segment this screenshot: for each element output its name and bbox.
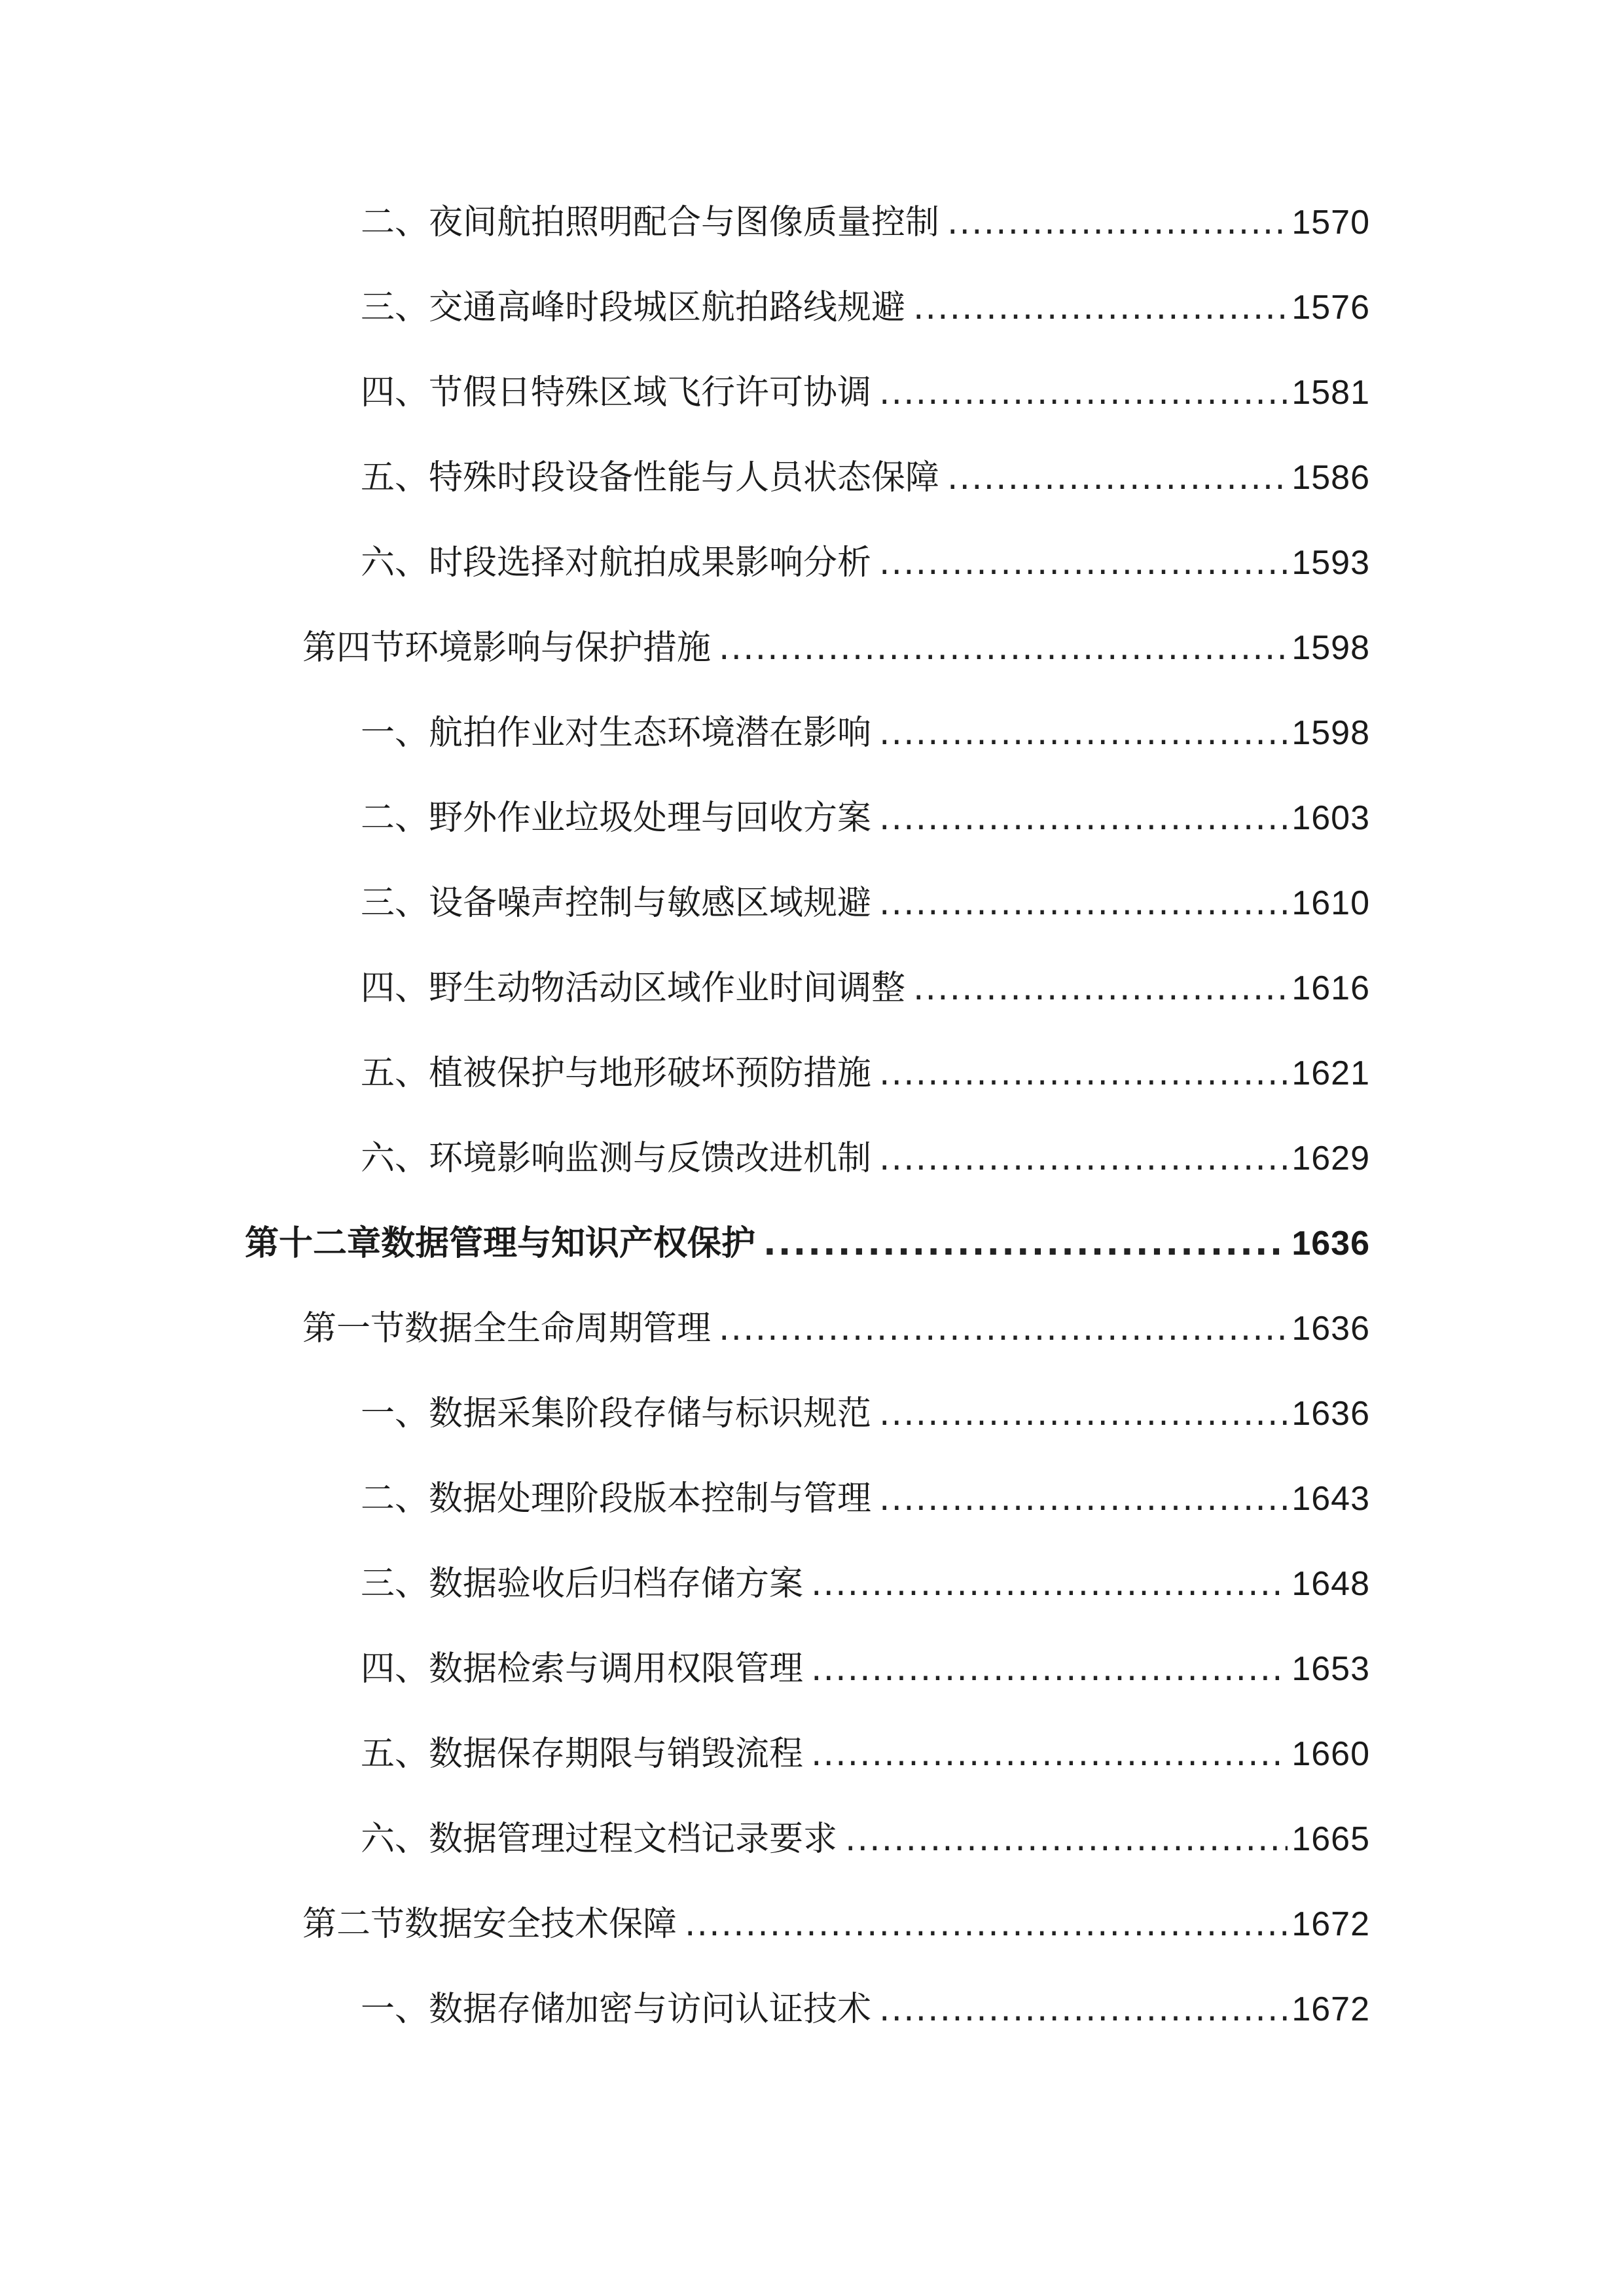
toc-page-number: 1616 [1291, 969, 1370, 1007]
toc-page-number: 1576 [1291, 289, 1370, 327]
toc-entry-title: 五、数据保存期限与销毁流程 [361, 1734, 804, 1774]
toc-entry-title: 四、野生动物活动区域作业时间调整 [361, 969, 906, 1008]
toc-page-number: 1665 [1291, 1820, 1370, 1858]
toc-entry[interactable] [0, 691, 1624, 776]
toc-page-number: 1636 [1291, 1310, 1370, 1348]
toc-page-number: 1660 [1291, 1735, 1370, 1773]
toc-dot-leader [879, 1967, 1288, 2052]
toc-entry-title: 一、数据采集阶段存储与标识规范 [361, 1394, 872, 1433]
toc-dot-leader [719, 605, 1288, 691]
toc-page-number: 1603 [1291, 799, 1370, 837]
toc-dot-leader [879, 1031, 1288, 1116]
toc-entry-title: 三、数据验收后归档存储方案 [361, 1564, 804, 1604]
toc-page-number: 1672 [1291, 1905, 1370, 1943]
toc-page-number: 1648 [1291, 1565, 1370, 1603]
toc-page-number: 1629 [1291, 1139, 1370, 1177]
toc-page-number: 1586 [1291, 459, 1370, 497]
toc-dot-leader [879, 691, 1288, 776]
toc-entry[interactable] [0, 435, 1624, 520]
toc-entry-title: 二、夜间航拍照明配合与图像质量控制 [361, 203, 940, 242]
toc-entry[interactable] [0, 776, 1624, 861]
toc-page-number: 1621 [1291, 1054, 1370, 1092]
toc-section-entry[interactable] [0, 1882, 1624, 1967]
toc-entry[interactable] [0, 1031, 1624, 1116]
toc-entry-title: 五、植被保护与地形破坏预防措施 [361, 1054, 872, 1093]
toc-entry-title: 三、设备噪声控制与敏感区域规避 [361, 884, 872, 923]
toc-entry-title: 二、数据处理阶段版本控制与管理 [361, 1479, 872, 1518]
toc-dot-leader [913, 946, 1288, 1031]
toc-entry-title: 第二节数据安全技术保障 [302, 1905, 677, 1944]
toc-entry-title: 四、节假日特殊区域飞行许可协调 [361, 373, 872, 412]
toc-page-number: 1636 [1291, 1225, 1370, 1263]
toc-entry-title: 第十二章数据管理与知识产权保护 [245, 1224, 756, 1263]
toc-entry[interactable] [0, 1967, 1624, 2052]
toc-page-number: 1598 [1291, 714, 1370, 752]
toc-entry[interactable] [0, 946, 1624, 1031]
toc-entry[interactable] [0, 180, 1624, 265]
toc-entry[interactable] [0, 265, 1624, 350]
toc-page-number: 1581 [1291, 374, 1370, 412]
toc-dot-leader [845, 1797, 1288, 1882]
toc-dot-leader [879, 1371, 1288, 1456]
toc-page-number: 1598 [1291, 629, 1370, 667]
toc-entry-title: 六、时段选择对航拍成果影响分析 [361, 543, 872, 583]
toc-dot-leader [811, 1541, 1288, 1626]
toc-dot-leader [913, 265, 1288, 350]
toc-chapter-entry[interactable] [0, 1201, 1624, 1286]
toc-page-number: 1653 [1291, 1650, 1370, 1688]
toc-entry-title: 四、数据检索与调用权限管理 [361, 1649, 804, 1689]
toc-section-entry[interactable] [0, 1286, 1624, 1371]
toc-dot-leader [879, 776, 1288, 861]
toc-dot-leader [719, 1286, 1288, 1371]
toc-entry[interactable] [0, 350, 1624, 435]
toc-page-number: 1643 [1291, 1480, 1370, 1518]
toc-entry-title: 一、航拍作业对生态环境潜在影响 [361, 713, 872, 753]
toc-page-number: 1636 [1291, 1395, 1370, 1433]
toc-dot-leader [879, 520, 1288, 605]
toc-entry[interactable] [0, 1371, 1624, 1456]
toc-entry[interactable] [0, 1712, 1624, 1797]
toc-entry[interactable] [0, 1797, 1624, 1882]
toc-dot-leader [879, 350, 1288, 435]
toc-entry-title: 一、数据存储加密与访问认证技术 [361, 1990, 872, 2029]
toc-entry[interactable] [0, 1626, 1624, 1712]
toc-entry-title: 三、交通高峰时段城区航拍路线规避 [361, 288, 906, 327]
toc-dot-leader [879, 861, 1288, 946]
table-of-contents [0, 180, 1624, 2052]
toc-entry-title: 第四节环境影响与保护措施 [302, 628, 712, 668]
toc-entry[interactable] [0, 520, 1624, 605]
toc-dot-leader [947, 180, 1288, 265]
toc-entry[interactable] [0, 1116, 1624, 1201]
toc-entry[interactable] [0, 861, 1624, 946]
toc-entry[interactable] [0, 1541, 1624, 1626]
toc-entry-title: 五、特殊时段设备性能与人员状态保障 [361, 458, 940, 497]
toc-page-number: 1593 [1291, 544, 1370, 582]
toc-entry[interactable] [0, 1456, 1624, 1541]
toc-dot-leader [811, 1626, 1288, 1712]
toc-page-number: 1672 [1291, 1990, 1370, 2028]
toc-entry-title: 六、数据管理过程文档记录要求 [361, 1820, 838, 1859]
toc-entry-title: 二、野外作业垃圾处理与回收方案 [361, 798, 872, 838]
toc-dot-leader [811, 1712, 1288, 1797]
toc-page-number: 1610 [1291, 884, 1370, 922]
toc-dot-leader [879, 1456, 1288, 1541]
toc-entry-title: 第一节数据全生命周期管理 [302, 1309, 712, 1348]
toc-dot-leader [763, 1201, 1288, 1286]
toc-entry-title: 六、环境影响监测与反馈改进机制 [361, 1139, 872, 1178]
toc-page-number: 1570 [1291, 204, 1370, 242]
toc-dot-leader [685, 1882, 1288, 1967]
toc-section-entry[interactable] [0, 605, 1624, 691]
toc-dot-leader [879, 1116, 1288, 1201]
toc-dot-leader [947, 435, 1288, 520]
